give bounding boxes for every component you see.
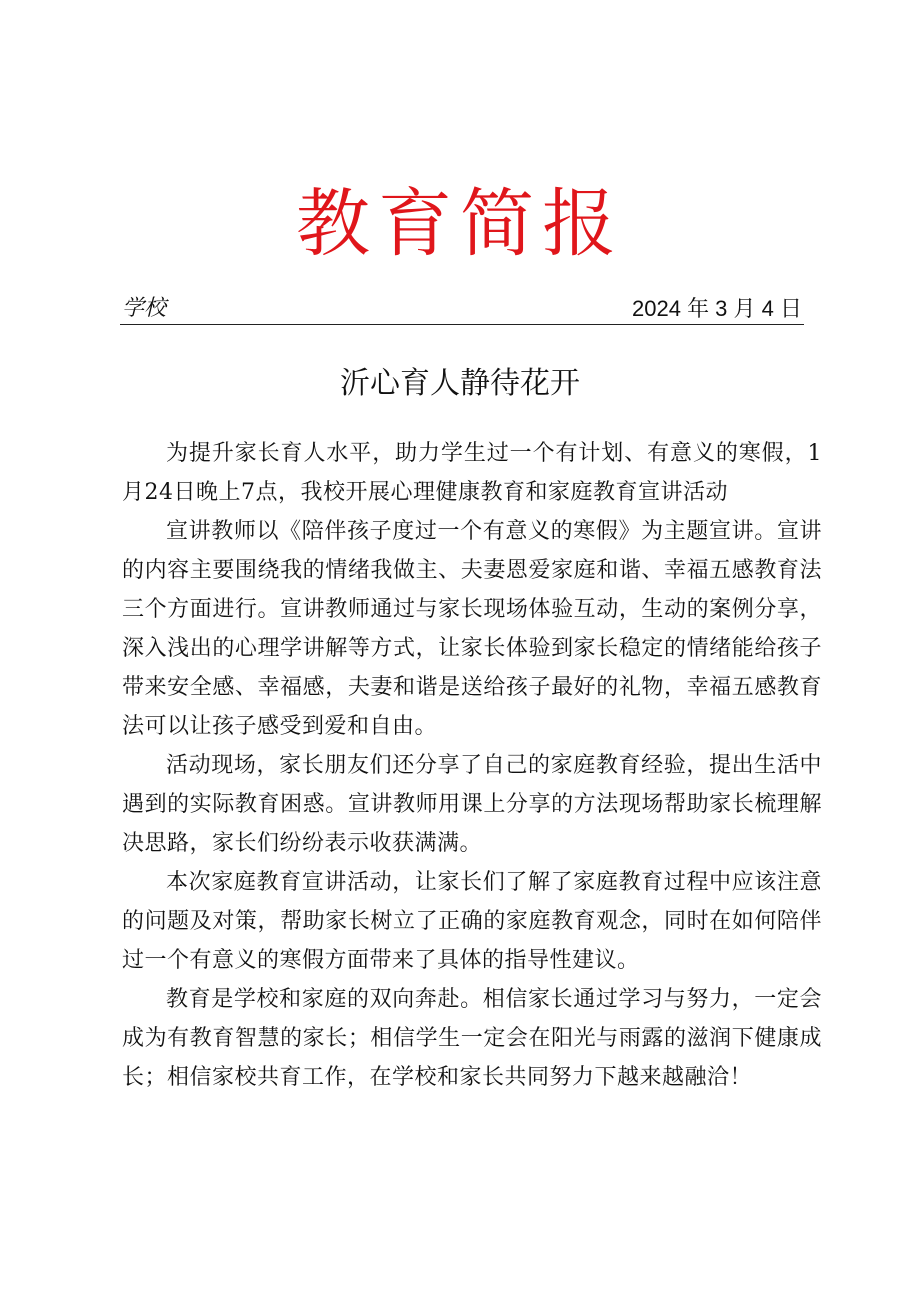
meta-row: [120, 292, 804, 325]
paragraph-2: 宣讲教师以《陪伴孩子度过一个有意义的寒假》为主题宣讲。宣讲的内容主要围绕我的情绪我做主、夫妻恩爱家庭和谐、幸福五感教育法三个方面进行。宣讲教师通过与家长现场体验互动，生动的案例分享，深入浅出的心理学讲解等方式，让家长体验到家长稳定的情绪能给孩子带来安全感、幸福感，夫妻和谐是送给孩子最好的礼物，幸福五感教育法可以让孩子感受到爱和自由。: [122, 519, 822, 739]
issue-date: 2024 年 3 月 4 日: [632, 296, 802, 321]
paragraph-5: 教育是学校和家庭的双向奔赴。相信家长通过学习与努力，一定会成为有教育智慧的家长；相信学生一定会在阳光与雨露的滋润下健康成长；相信家校共育工作，在学校和家长共同努力下越来越融洽！: [122, 987, 822, 1090]
paragraph-4: 本次家庭教育宣讲活动，让家长们了解了家庭教育过程中应该注意的问题及对策，帮助家长树立了正确的家庭教育观念，同时在如何陪伴过一个有意义的寒假方面带来了具体的指导性建议。: [122, 870, 822, 973]
newsletter-masthead: 教育简报: [296, 181, 624, 267]
article-title: 沂心育人静待花开: [340, 366, 580, 401]
paragraph-1: 为提升家长育人水平，助力学生过一个有计划、有意义的寒假，1月24日晚上7点，我校开展心理健康教育和家庭教育宣讲活动: [122, 441, 822, 505]
paragraph-3: 活动现场，家长朋友们还分享了自己的家庭教育经验，提出生活中遇到的实际教育困惑。宣讲教师用课上分享的方法现场帮助家长梳理解决思路，家长们纷纷表示收获满满。: [122, 753, 822, 856]
article-body: [122, 434, 822, 1097]
school-name: 学校: [122, 296, 167, 321]
